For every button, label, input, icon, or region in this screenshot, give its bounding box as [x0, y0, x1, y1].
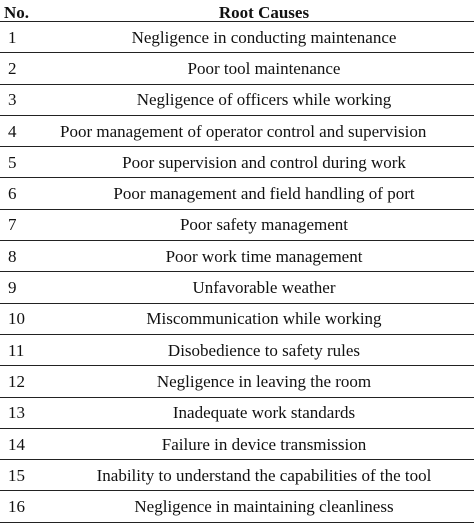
- root-cause: Poor work time management: [54, 241, 474, 272]
- table-row: [0, 334, 474, 365]
- root-cause: Negligence in conducting maintenance: [54, 22, 474, 53]
- row-number: 1: [0, 22, 54, 53]
- table-row: [0, 178, 474, 209]
- row-number: 4: [0, 115, 54, 146]
- row-number: 15: [0, 460, 54, 491]
- table-row: [0, 209, 474, 240]
- root-cause: Poor management and field handling of port: [54, 178, 474, 209]
- table-row: [0, 241, 474, 272]
- root-cause: Negligence in maintaining cleanliness: [54, 491, 474, 522]
- row-number: 14: [0, 428, 54, 459]
- table-row: [0, 115, 474, 146]
- table-header-row: [0, 0, 474, 22]
- row-number: 6: [0, 178, 54, 209]
- root-cause: Negligence of officers while working: [54, 84, 474, 115]
- root-cause: Poor safety management: [54, 209, 474, 240]
- row-number: 10: [0, 303, 54, 334]
- header-no: No.: [0, 0, 54, 22]
- table-row: [0, 53, 474, 84]
- root-cause: Unfavorable weather: [54, 272, 474, 303]
- root-cause: Poor tool maintenance: [54, 53, 474, 84]
- root-cause: Disobedience to safety rules: [54, 334, 474, 365]
- table-row: [0, 428, 474, 459]
- root-cause: Miscommunication while working: [54, 303, 474, 334]
- row-number: 9: [0, 272, 54, 303]
- row-number: 12: [0, 366, 54, 397]
- row-number: 2: [0, 53, 54, 84]
- root-cause: Inability to understand the capabilities of the tool: [54, 460, 474, 491]
- root-cause: Inadequate work standards: [54, 397, 474, 428]
- table-row: [0, 84, 474, 115]
- root-cause: Failure in device transmission: [54, 428, 474, 459]
- table-row: [0, 22, 474, 53]
- row-number: 11: [0, 334, 54, 365]
- row-number: 7: [0, 209, 54, 240]
- table-row: [0, 272, 474, 303]
- row-number: 3: [0, 84, 54, 115]
- table-row: [0, 303, 474, 334]
- table-row: [0, 491, 474, 522]
- header-root-causes: Root Causes: [54, 0, 474, 22]
- row-number: 16: [0, 491, 54, 522]
- table-row: [0, 366, 474, 397]
- table-row: [0, 147, 474, 178]
- root-cause: Poor management of operator control and supervision: [54, 115, 474, 146]
- table-row: [0, 397, 474, 428]
- row-number: 13: [0, 397, 54, 428]
- row-number: 8: [0, 241, 54, 272]
- root-cause: Negligence in leaving the room: [54, 366, 474, 397]
- row-number: 5: [0, 147, 54, 178]
- table-row: [0, 460, 474, 491]
- root-cause: Poor supervision and control during work: [54, 147, 474, 178]
